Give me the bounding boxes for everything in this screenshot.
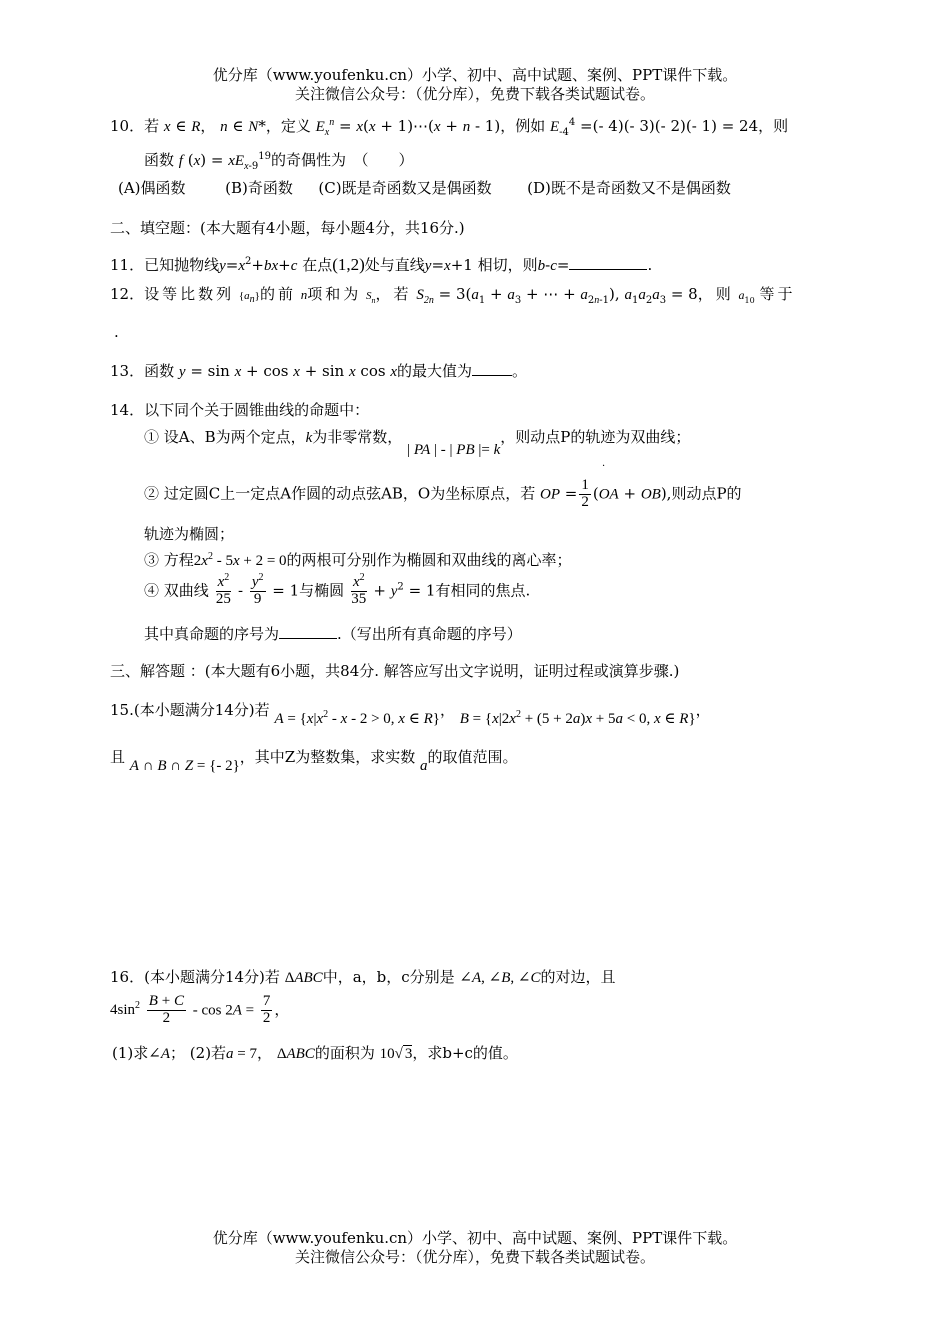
question-16-parts: (1)求∠A； (2)若a = 7， ΔABC的面积为 10√ 3，求b+c的值。 [112, 1044, 518, 1062]
question-14-intro: 14．以下同个关于圆锥曲线的命题中： [110, 401, 370, 419]
question-number: 10． [110, 117, 145, 135]
question-12: 12．设等比数列 $\{a_n\}$的前 n项和为 $S_n$，若 $S_{2n} = 3(a_1 + a_3$ + ⋯ + $a_{2n-1}$), $a_1a_2a_3 = 8$，则 $a_{10}$ 等于 [110, 285, 796, 306]
option-a: (A)偶函数 [118, 179, 186, 197]
stray-dot: · [602, 461, 606, 472]
question-10-line-2: 函数 f $(x) = xE_{x-9}^{19}$的奇偶性为 （ ） [144, 151, 414, 172]
question-12-end: . [114, 323, 119, 341]
footer-line-1: 优分库（www.youfenku.cn）小学、初中、高中试题、案例、PPT课件下载。 [212, 1229, 738, 1247]
question-15-line-1: 15.(本小题满分14分)若 $A = \{x|x^2 - x - 2 > 0$, x ∈ R}， $B = \{x|2x^2 + (5 + 2a)x + 5a < 0$, x ∈ R}， [110, 701, 711, 727]
option-b: (B)奇函数 [225, 179, 293, 197]
section-2-heading: 二、填空题：(本大题有4小题，每小题4分，共16分.) [110, 219, 465, 237]
question-16-equation: $4\sin^2$ $\frac{B + C}{2}$ - cos 2A = $\frac{7}{2}$ ， [110, 993, 290, 1026]
question-15-line-2: 且 A ∩ B ∩ Z = {- 2}，其中Z为整数集，求实数 a的取值范围。 [110, 748, 518, 774]
question-10-line-1: 10．若 x ∈ R， n ∈ N*，定义 $E_x^n = x(x$ + 1)⋯(x + n - 1)，例如 $E_{-4}^4$ =(- 4)(- 3)(- 2)(- 1) = 24，则 [110, 117, 789, 138]
header-line-1: 优分库（www.youfenku.cn）小学、初中、高中试题、案例、PPT课件下载。 [212, 66, 738, 84]
section-3-heading: 三、解答题 ：(本大题有6小题，共84分. 解答应写出文字说明，证明过程或演算步骤.) [110, 662, 680, 680]
question-11: 11．已知抛物线$y=x^2+bx+c$ 在点(1,2)处与直线y=x+1 相切，则b-c= . [110, 255, 653, 274]
header-line-2: 关注微信公众号：（优分库），免费下载各类试题试卷。 [294, 85, 655, 103]
question-14-answer: 其中真命题的序号为 .（写出所有真命题的序号） [144, 625, 522, 643]
question-10-options [118, 179, 731, 197]
question-16-line-1: 16．(本小题满分14分)若 ΔABC中，a，b，c分别是 ∠A, ∠B, ∠C的对边，且 [110, 968, 616, 986]
footer-line-2: 关注微信公众号：（优分库），免费下载各类试题试卷。 [294, 1248, 655, 1266]
option-c: (C)既是奇函数又是偶函数 [318, 179, 492, 197]
proposition-4: ④ 双曲线 $\frac{x^2}{25}$ - $\frac{y^2}{9}$ = 1与椭圆 $\frac{x^2}{35}$ + $y^2 = 1$有相同的焦点. [144, 572, 531, 607]
option-d: (D)既不是奇函数又不是偶函数 [527, 179, 731, 197]
proposition-1: ① 设A、B为两个定点，k为非零常数， | PA | - | PB |= k，则动点P的轨迹为双曲线； [144, 428, 691, 458]
proposition-2: ② 过定圆C上一定点A作圆的动点弦AB，O为坐标原点，若 OP = $\frac{1}{2}$ (OA + OB),则动点P的 [144, 477, 742, 510]
proposition-2-cont: 轨迹为椭圆； [144, 525, 235, 543]
proposition-3: ③ 方程$2x^2 - 5x + 2 = 0$的两根可分别作为椭圆和双曲线的离心率； [144, 551, 572, 569]
question-13: 13．函数 y = sin x + cos x + sin x cos x的最大值为 。 [110, 362, 528, 380]
